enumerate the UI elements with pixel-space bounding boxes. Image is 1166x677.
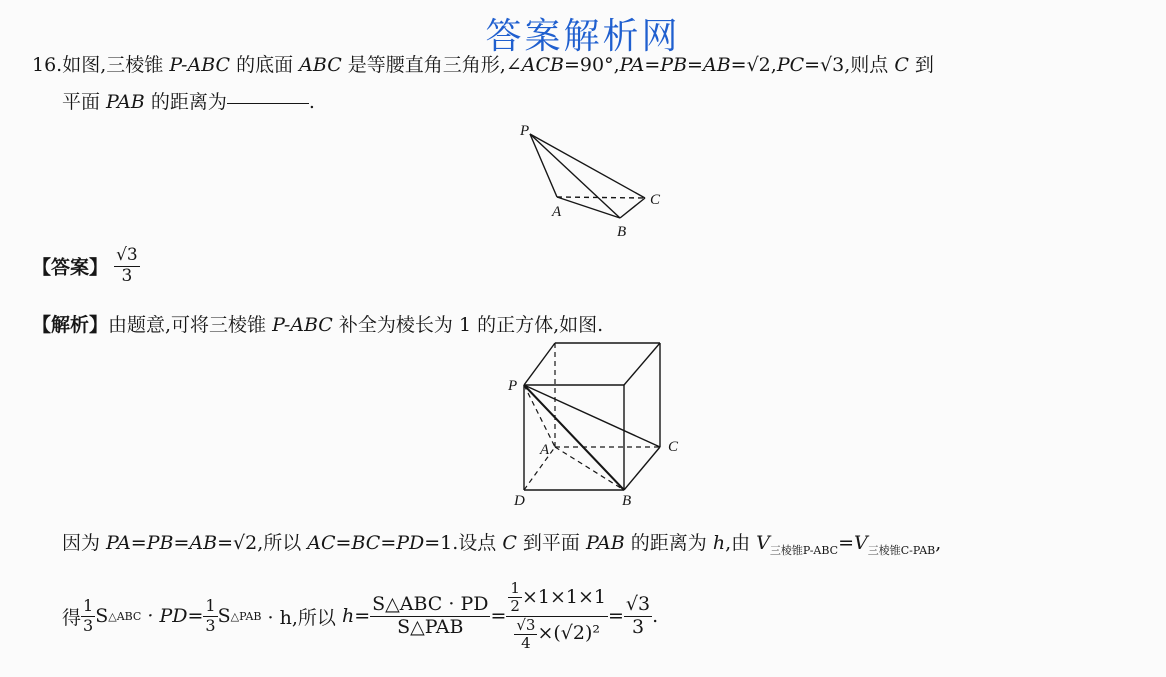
solution-line-1: 因为 PA=PB=AB=√2,所以 AC=BC=PD=1.设点 C 到平面 PAB 的距离为 h,由 $V_{三棱锥P-ABC}=V_{三棱锥C-PAB}$, [62, 532, 942, 557]
volume-ratio-fraction: $\frac{\text{S△ABC · PD}}{\text{S△PAB}}$ [372, 592, 489, 638]
analysis-label: 【解析】 [32, 314, 109, 336]
label-p: P [520, 123, 530, 139]
label-a: A [540, 442, 550, 458]
answer-label: 【答案】 [32, 256, 109, 279]
label-b: B [617, 224, 627, 240]
label-b: B [622, 493, 632, 509]
answer-blank [227, 103, 309, 104]
pyramid-figure [510, 118, 670, 240]
one-third-fraction-2: $\frac{1}{3}$ [205, 596, 216, 635]
label-a: A [552, 204, 562, 220]
analysis-line: 【解析】由题意,可将三棱锥 P-ABC 补全为棱长为 1 的正方体,如图. [32, 314, 604, 336]
cube-figure [500, 335, 700, 510]
numeric-fraction: $\frac{1}{2}$ ×1×1×1 $\frac{√3}{4}$ ×(√2)² [506, 580, 608, 652]
question-number: 16. [32, 54, 63, 76]
answer-row [32, 246, 140, 286]
question-line-1: 16.如图,三棱锥 P-ABC 的底面 ABC 是等腰直角三角形,∠ACB=90°,PA=PB=AB=√2,PC=√3,则点 C 到 [32, 54, 934, 76]
watermark: 答案解析网 [485, 16, 681, 57]
label-p: P [508, 378, 518, 394]
label-d: D [514, 493, 525, 509]
one-third-fraction: $\frac{1}{3}$ [83, 596, 94, 635]
answer-fraction: $\frac{√3}{3}$ [116, 245, 138, 286]
label-c: C [650, 192, 661, 208]
question-line-2: 平面 PAB 的距离为 . [62, 91, 315, 113]
final-answer-fraction: $\frac{√3}{3}$ [625, 592, 651, 638]
label-c: C [668, 439, 679, 455]
solution-line-2: 得 $\frac{1}{3}$ S △ABC · PD= $\frac{1}{3}$ S △PAB · h,所以 h = $\frac{\text{S△ABC · PD}}{\text{S△PAB}}$ = $\frac{1}{2}$ ×1×1×1 $\frac{√3}{4}$ ×(√2)² = $\frac{√3}{3}$ . [62, 579, 659, 652]
